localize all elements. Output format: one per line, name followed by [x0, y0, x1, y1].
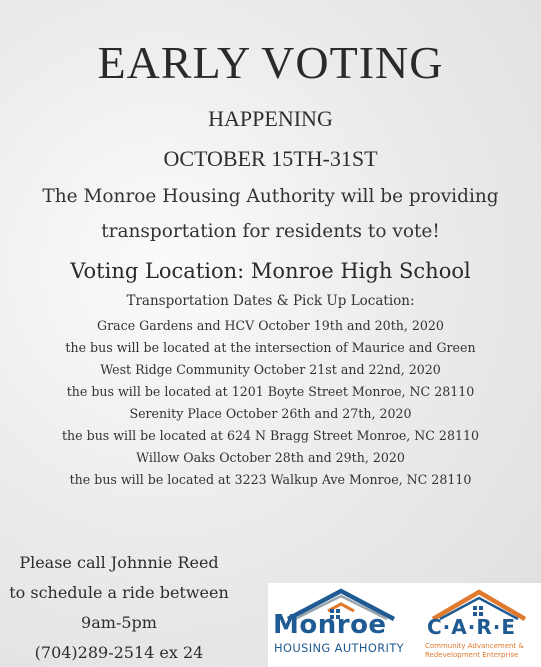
- voting-location: Voting Location: Monroe High School: [70, 259, 471, 283]
- care-logo-sub: [425, 642, 524, 660]
- care-logo-name: C·A·R·E: [427, 615, 517, 639]
- flyer-title: EARLY VOTING: [97, 37, 444, 88]
- pickup-line: Willow Oaks October 28th and 29th, 2020: [136, 450, 405, 465]
- pickup-line: the bus will be located at the intersection of Maurice and Green: [65, 340, 476, 355]
- partner-logos: [268, 583, 541, 667]
- contact-hours: 9am-5pm: [81, 613, 157, 632]
- contact-phone: (704)289-2514 ex 24: [34, 643, 204, 662]
- contact-line: to schedule a ride between: [9, 583, 229, 602]
- pickup-heading: Transportation Dates & Pick Up Location:: [126, 293, 415, 309]
- intro-line-1: The Monroe Housing Authority will be providing: [42, 186, 499, 207]
- happening-label: HAPPENING: [208, 106, 333, 131]
- care-sub-line: Redevelopment Enterprise: [425, 651, 519, 659]
- pickup-line: the bus will be located at 3223 Walkup Ave Monroe, NC 28110: [69, 472, 472, 487]
- pickup-line: Serenity Place October 26th and 27th, 2020: [129, 406, 412, 421]
- intro-line-2: transportation for residents to vote!: [101, 221, 440, 242]
- monroe-logo-name: Monroe: [273, 610, 387, 640]
- pickup-line: Grace Gardens and HCV October 19th and 20th, 2020: [97, 318, 444, 333]
- pickup-line: the bus will be located at 624 N Bragg Street Monroe, NC 28110: [62, 428, 479, 443]
- care-sub-line: Community Advancement &: [425, 642, 524, 650]
- pickup-line: the bus will be located at 1201 Boyte Street Monroe, NC 28110: [66, 384, 475, 399]
- contact-line: Please call Johnnie Reed: [19, 553, 219, 572]
- voting-dates: OCTOBER 15TH-31ST: [163, 146, 378, 171]
- monroe-logo-sub: HOUSING AUTHORITY: [274, 641, 405, 655]
- pickup-line: West Ridge Community October 21st and 22nd, 2020: [100, 362, 441, 377]
